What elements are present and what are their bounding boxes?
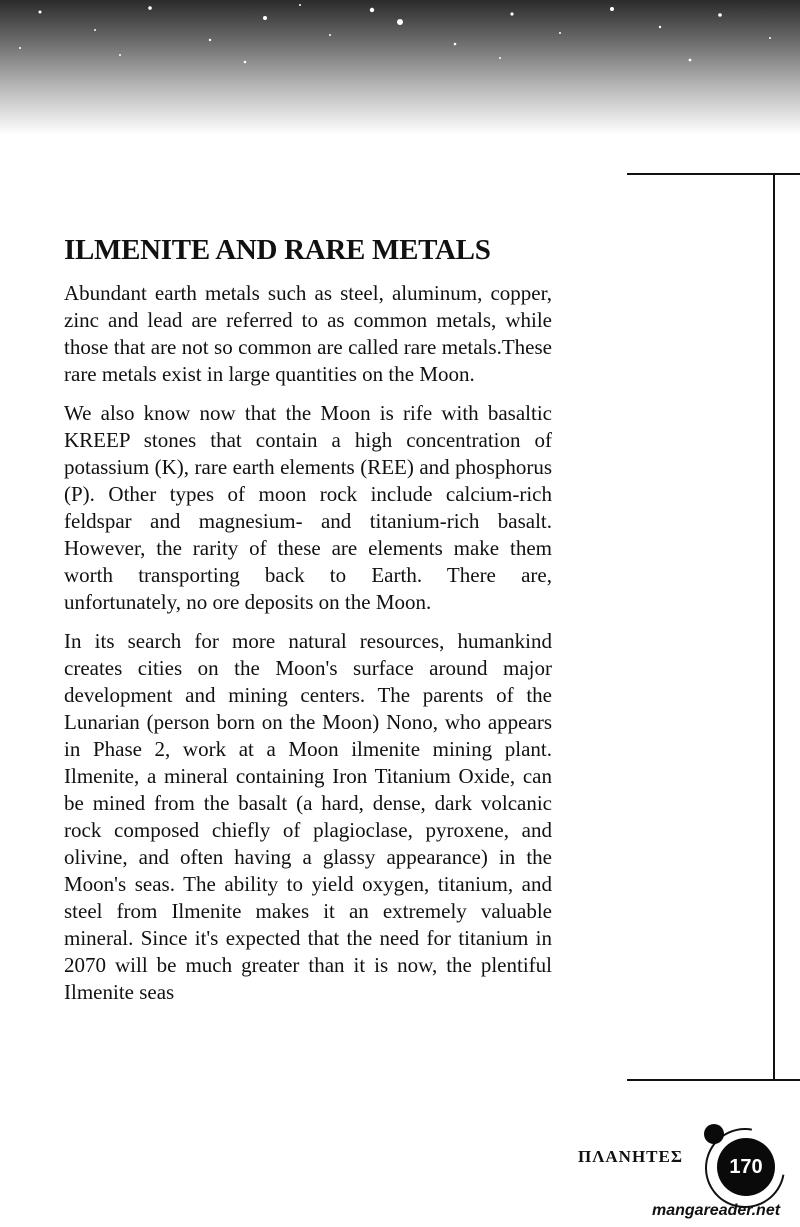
star-dots [0,0,800,135]
page-number-badge [717,1138,775,1196]
paragraph-kreep-stones: We also know now that the Moon is rife with basaltic KREEP stones that contain a high concentration of potassium (K), rare earth elements (REE) and phosphorus (P). Other types of moon rock include calcium-rich feldspar and magnesium- and titanium-rich basalt. However, the rarity of these are elements make them worth transporting back to Earth. There are, unfortunately, no ore deposits on the Moon. [64,401,552,614]
page-number: 170 [729,1155,763,1178]
watermark [652,1202,780,1220]
article-body [64,232,552,1018]
watermark-text: mangareader.net [652,1202,781,1219]
frame-side-line [773,173,775,1080]
paragraph-rare-metals: Abundant earth metals such as steel, aluminum, copper, zinc and lead are referred to as common metals, while those that are not so common are called rare metals.These rare metals exist in large quantities on the Moon. [64,281,552,386]
frame-bottom-line [627,1079,800,1081]
article-heading: ILMENITE AND RARE METALS [64,234,491,266]
orbit-dot-icon [704,1124,724,1144]
series-title: ΠΛΑΝΗΤΕΣ [578,1147,683,1166]
starfield-header [0,0,800,135]
paragraph-ilmenite-mining: In its search for more natural resources, humankind creates cities on the Moon's surface around major development and mining centers. The parents of the Lunarian (person born on the Moon) Nono, who appears in Phase 2, work at a Moon ilmenite mining plant. Ilmenite, a mineral containing Iron Titanium Oxide, can be mined from the basalt (a hard, dense, dark volcanic rock composed chiefly of plagioclase, pyroxene, and olivine, and often having a glassy appearance) in the Moon's seas. The ability to yield oxygen, titanium, and steel from Ilmenite makes it an extremely valuable mineral. Since it's expected that the need for titanium in 2070 will be much greater than it is now, the plentiful Ilmenite seas [64,629,552,1004]
